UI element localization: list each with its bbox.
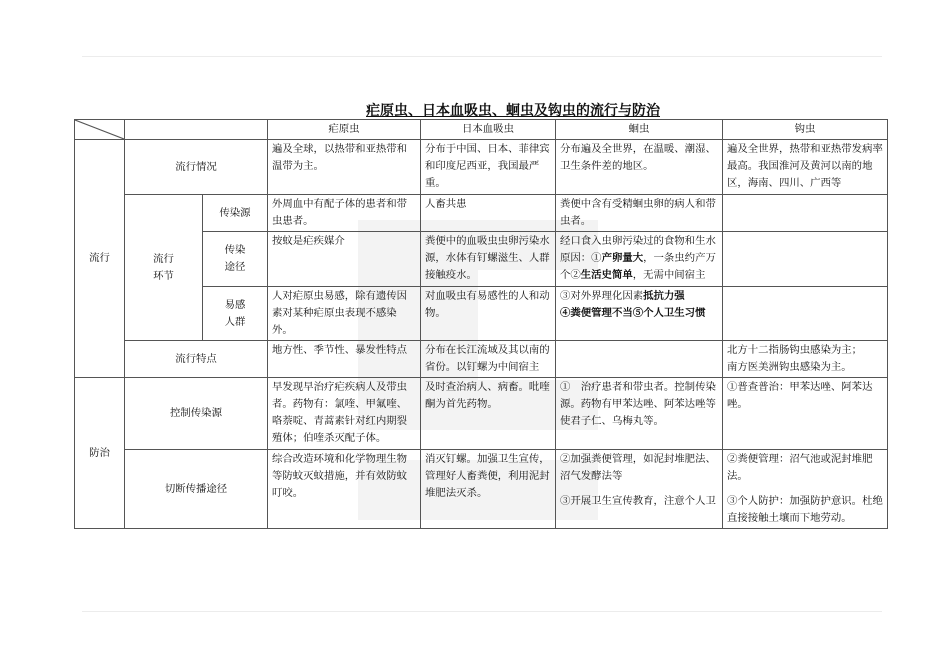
- cell-prevalence-ascaris: 分布遍及全世界，在温暖、潮湿、卫生条件差的地区。: [556, 140, 723, 195]
- label-links-line1: 流行: [153, 252, 174, 265]
- label-route: [203, 232, 268, 287]
- spacer: [560, 485, 718, 493]
- cell-control-source-malaria: 早发现早治疗疟疾病人及带虫者。药物有：氯喹、甲氟喹、咯萘啶、青蒿素针对红内期裂殖体；伯喹杀灭配子体。: [268, 378, 421, 450]
- sus-ascaris-bold-2: ④粪便管理不当⑤个人卫生习惯: [560, 307, 706, 319]
- label-links: [125, 195, 203, 341]
- cell-prevalence-schistosoma: 分布于中国、日本、菲律宾和印度尼西亚，我国最严重。: [421, 140, 556, 195]
- cell-prevalence-malaria: 遍及全球，以热带和亚热带和温带为主。: [268, 140, 421, 195]
- cell-cut-route-ascaris: [556, 450, 723, 529]
- comparison-table: [74, 119, 888, 529]
- sus-ascaris-bold-1: 抵抗力强: [643, 290, 685, 302]
- cell-susceptible-schistosoma: 对血吸虫有易感性的人和动物。: [421, 287, 556, 341]
- cell-source-malaria: 外周血中有配子体的患者和带虫患者。: [268, 195, 421, 232]
- features-hookworm-line2: 南方医美洲钩虫感染为主。: [727, 361, 852, 373]
- row-source: [75, 195, 888, 232]
- cell-control-source-ascaris: ① 治疗患者和带虫者。控制传染源。药物有甲苯达唑、阿苯达唑等使君子仁、乌梅丸等。: [556, 378, 723, 450]
- label-susceptible-line1: 易感: [224, 298, 246, 311]
- route-ascaris-text-e: ，无需中间宿主: [632, 269, 706, 281]
- route-ascaris-text-a: 经口食入虫卵污染过的食物和生水原因：①: [560, 235, 716, 264]
- cell-susceptible-ascaris: [556, 287, 723, 341]
- top-divider: [82, 56, 882, 57]
- cut-route-hookworm-line1: ②粪便管理：沼气池或泥封堆肥法。: [727, 453, 873, 482]
- header-ascaris: 蛔虫: [556, 120, 723, 140]
- bottom-divider: [82, 611, 882, 612]
- cut-route-ascaris-line1: ②加强粪便管理，如泥封堆肥法、沼气发酵法等: [560, 453, 716, 482]
- features-hookworm-line1: 北方十二指肠钩虫感染为主；: [727, 344, 863, 356]
- label-route-line2: 途径: [224, 261, 246, 273]
- group-label-liuxing: 流行: [75, 140, 125, 378]
- document-title: 疟原虫、日本血吸虫、蛔虫及钩虫的流行与防治: [366, 103, 660, 119]
- cell-source-schistosoma: 人畜共患: [421, 195, 556, 232]
- route-ascaris-bold-1: 产卵量大: [601, 252, 644, 264]
- label-source: 传染源: [203, 195, 268, 232]
- header-schistosoma: 日本血吸虫: [421, 120, 556, 140]
- cell-route-hookworm: [723, 232, 888, 287]
- header-row: [75, 120, 888, 140]
- cell-features-hookworm: [723, 341, 888, 378]
- cell-control-source-schistosoma: 及时查治病人、病畜。吡喹酮为首先药物。: [421, 378, 556, 450]
- cell-cut-route-hookworm: [723, 450, 888, 529]
- group-label-fangzhi: 防治: [75, 378, 125, 529]
- route-ascaris-bold-2: 生活史简单: [580, 269, 633, 281]
- row-prevalence: [75, 140, 888, 195]
- row-cut-route: [75, 450, 888, 529]
- cell-cut-route-malaria: 综合改造环境和化学物理生物等防蚊灭蚊措施，并有效防蚊叮咬。: [268, 450, 421, 529]
- cell-source-ascaris: 粪便中含有受精蛔虫卵的病人和带虫者。: [556, 195, 723, 232]
- cell-features-ascaris: [556, 341, 723, 378]
- route-ascaris-text-c: ，一条虫约产万个②: [560, 252, 716, 281]
- blank-header-cell: [125, 120, 268, 140]
- cell-features-malaria: 地方性、季节性、暴发性特点: [268, 341, 421, 378]
- cell-features-schistosoma: 分布在长江流域及其以南的省份。以钉螺为中间宿主: [421, 341, 556, 378]
- label-prevalence: 流行情况: [125, 140, 268, 195]
- row-features: [75, 341, 888, 378]
- header-hookworm: 钩虫: [723, 120, 888, 140]
- label-control-source: 控制传染源: [125, 378, 268, 450]
- label-route-line1: 传染: [224, 244, 246, 256]
- cell-prevalence-hookworm: 遍及全世界，热带和亚热带发病率最高。我国淮河及黄河以南的地区，海南、四川、广西等: [723, 140, 888, 195]
- cell-route-schistosoma: 粪便中的血吸虫虫卵污染水源，水体有钉螺滋生、人群接触疫水。: [421, 232, 556, 287]
- cell-route-ascaris: [556, 232, 723, 287]
- header-malaria: 疟原虫: [268, 120, 421, 140]
- label-cut-route: 切断传播途径: [125, 450, 268, 529]
- spacer: [727, 485, 883, 493]
- diagonal-header-cell: [75, 120, 125, 140]
- row-control-source: [75, 378, 888, 450]
- cell-control-source-hookworm: ①普查普治：甲苯达唑、阿苯达唑。: [723, 378, 888, 450]
- cell-route-malaria: 按蚊是疟疾媒介: [268, 232, 421, 287]
- label-features: 流行特点: [125, 341, 268, 378]
- label-links-line2: 环节: [153, 269, 174, 282]
- sus-ascaris-text-a: ③对外界理化因素: [560, 290, 644, 302]
- cell-source-hookworm: [723, 195, 888, 232]
- label-susceptible-line2: 人群: [224, 315, 246, 328]
- cell-susceptible-hookworm: [723, 287, 888, 341]
- cut-route-hookworm-line2: ③个人防护：加强防护意识。杜绝直接接触土壤而下地劳动。: [727, 495, 883, 524]
- cut-route-ascaris-line2: ③开展卫生宣传教育，注意个人卫: [560, 495, 716, 507]
- label-susceptible: [203, 287, 268, 341]
- cell-cut-route-schistosoma: 消灭钉螺。加强卫生宣传，管理好人畜粪便，利用泥封堆肥法灭杀。: [421, 450, 556, 529]
- cell-susceptible-malaria: 人对疟原虫易感，除有遗传因素对某种疟原虫表现不感染外。: [268, 287, 421, 341]
